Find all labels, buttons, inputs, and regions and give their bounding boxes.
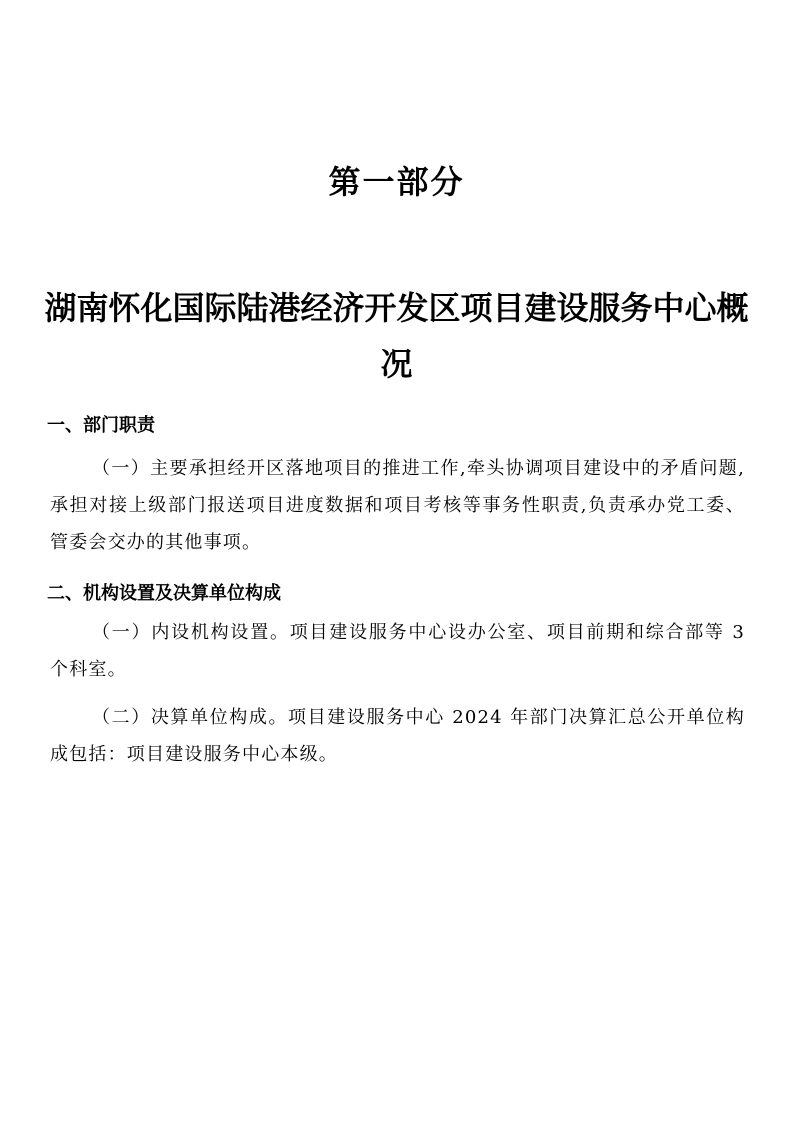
part-title: 第一部分	[328, 163, 465, 201]
section-heading-structure: 二、机构设置及决算单位构成	[47, 583, 281, 604]
paragraph-internal-structure: （一）内设机构设置。项目建设服务中心设办公室、项目前期和综合部等 3 个科室。	[50, 622, 745, 680]
paragraph-reporting-units: （二）决算单位构成。项目建设服务中心 2024 年部门决算汇总公开单位构成包括：项目建设服务中心本级。	[50, 707, 745, 765]
org-title: 湖南怀化国际陆港经济开发区项目建设服务中心概况	[44, 289, 749, 383]
section-heading-responsibilities: 一、部门职责	[47, 415, 155, 436]
paragraph-responsibilities: （一）主要承担经开区落地项目的推进工作,牵头协调项目建设中的矛盾问题,承担对接上级部门报送项目进度数据和项目考核等事务性职责,负责承办党工委、管委会交办的其他事项。	[50, 458, 745, 553]
